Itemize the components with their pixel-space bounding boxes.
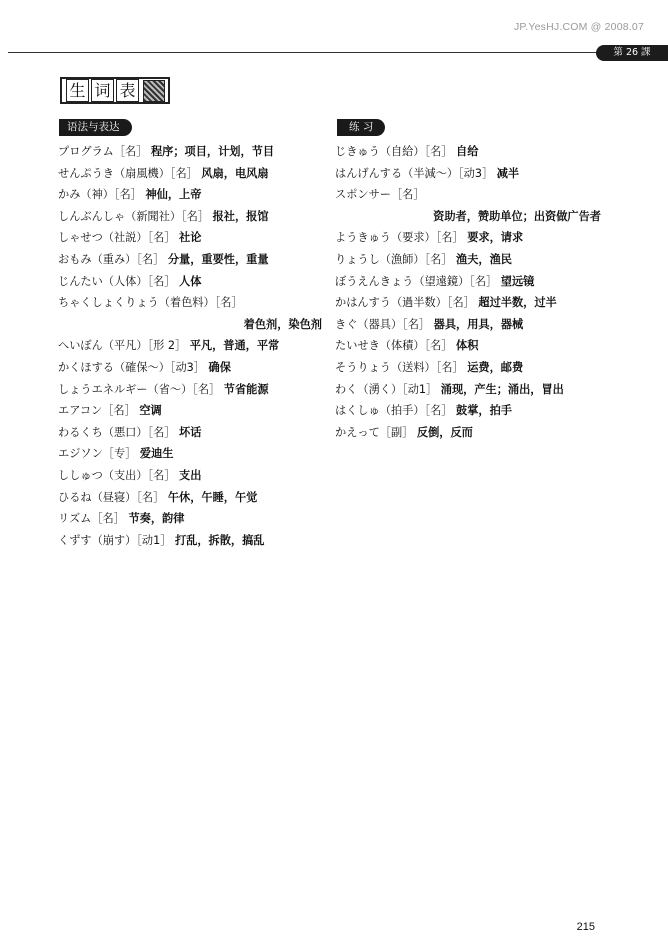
vocabulary-entry [58, 292, 322, 314]
entry-meaning: 神仙，上帝 [145, 188, 202, 202]
decoration-icon [143, 80, 165, 102]
entry-term: くずす（崩す）［动1］ [58, 533, 172, 547]
entry-term: しんぶんしゃ（新聞社）［名］ [58, 209, 210, 223]
entry-term: りょうし（漁師）［名］ [335, 252, 453, 266]
title-char: 生 [66, 79, 89, 102]
lesson-tab: 第 26 課 [596, 45, 668, 61]
vocabulary-entry [335, 422, 601, 444]
title-char: 词 [91, 79, 114, 102]
vocabulary-entry [58, 379, 322, 401]
vocabulary-entry [58, 271, 322, 293]
entry-term: わるくち（悪口）［名］ [58, 425, 176, 439]
vocabulary-entry [335, 163, 601, 185]
entry-meaning: 减半 [496, 166, 520, 180]
entry-term: ひるね（昼寝）［名］ [58, 490, 165, 504]
entry-meaning: 人体 [179, 274, 202, 288]
vocabulary-entry [58, 314, 322, 336]
entry-meaning: 报社，报馆 [212, 209, 269, 223]
entry-meaning: 平凡，普通，平常 [189, 339, 280, 353]
entry-meaning: 坏话 [179, 425, 202, 439]
vocabulary-entry [58, 422, 322, 444]
right-vocabulary-list [335, 141, 601, 443]
entry-term: じきゅう（自給）［名］ [335, 145, 453, 158]
entry-term: わく（湧く）［动1］ [335, 382, 438, 396]
vocabulary-entry [58, 487, 322, 509]
vocabulary-entry [58, 443, 322, 465]
entry-term: たいせき（体積）［名］ [335, 339, 453, 353]
entry-term: きぐ（器具）［名］ [335, 317, 431, 331]
entry-term: そうりょう（送料）［名］ [335, 360, 464, 374]
watermark: JP.YesHJ.COM @ 2008.07 [513, 21, 644, 33]
entry-meaning: 空调 [139, 404, 162, 418]
vocabulary-entry [335, 206, 601, 228]
entry-meaning: 社论 [179, 231, 202, 245]
entry-meaning: 鼓掌，拍手 [456, 404, 512, 418]
section-label-practice: 练 习 [337, 119, 385, 136]
entry-term: ようきゅう（要求）［名］ [335, 231, 464, 245]
entry-meaning: 分量，重要性，重量 [167, 252, 269, 266]
entry-term: じんたい（人体）［名］ [58, 274, 176, 288]
entry-term: せんぷうき（扇風機）［名］ [58, 166, 198, 180]
entry-meaning: 确保 [208, 360, 231, 374]
entry-meaning: 着色剂，染色剂 [243, 317, 322, 331]
vocabulary-entry [335, 400, 601, 422]
entry-term: プログラム［名］ [58, 145, 148, 158]
vocabulary-entry [335, 184, 601, 206]
entry-term: しょうエネルギー（省～）［名］ [58, 382, 221, 396]
vocabulary-entry [58, 335, 322, 357]
vocabulary-entry [58, 141, 322, 163]
entry-term: ししゅつ（支出）［名］ [58, 468, 176, 482]
vocabulary-entry [58, 508, 322, 530]
entry-meaning: 望远镜 [500, 274, 535, 288]
vocabulary-entry [58, 400, 322, 422]
entry-meaning: 资助者，赞助单位；出资做广告者 [433, 209, 601, 223]
entry-term: ちゃくしょくりょう（着色料）［名］ [58, 296, 243, 310]
vocabulary-entry [335, 249, 601, 271]
entry-meaning: 器具，用具，器械 [433, 317, 524, 331]
vocabulary-entry [58, 249, 322, 271]
entry-term: へいぼん（平凡）［形 2］ [58, 339, 187, 353]
entry-meaning: 午休，午睡，午觉 [167, 490, 258, 504]
entry-meaning: 渔夫，渔民 [456, 252, 512, 266]
entry-term: かくほする（確保～）［动3］ [58, 360, 205, 374]
entry-meaning: 反倒，反而 [416, 425, 473, 439]
entry-meaning: 节奏，韵律 [128, 512, 185, 526]
entry-term: かえって［副］ [335, 425, 414, 439]
vocabulary-entry [335, 141, 601, 163]
vocabulary-entry [335, 379, 601, 401]
entry-meaning: 打乱，拆散，搞乱 [174, 533, 265, 547]
entry-term: はくしゅ（拍手）［名］ [335, 404, 453, 418]
entry-term: ぼうえんきょう（望遠鏡）［名］ [335, 274, 498, 288]
entry-term: スポンサー［名］ [335, 188, 425, 202]
vocabulary-entry [58, 184, 322, 206]
vocabulary-entry [58, 357, 322, 379]
entry-meaning: 支出 [179, 468, 202, 482]
entry-meaning: 节省能源 [223, 382, 269, 396]
vocabulary-entry [335, 292, 601, 314]
entry-term: エジソン［专］ [58, 447, 137, 461]
entry-term: しゃせつ（社説）［名］ [58, 231, 176, 245]
entry-meaning: 爱迪生 [139, 447, 174, 461]
entry-meaning: 风扇，电风扇 [201, 166, 269, 180]
entry-meaning: 要求，请求 [467, 231, 524, 245]
entry-term: リズム［名］ [58, 512, 125, 526]
entry-meaning: 体积 [456, 339, 479, 353]
vocabulary-entry [58, 206, 322, 228]
entry-meaning: 自给 [456, 145, 479, 158]
entry-term: エアコン［名］ [58, 404, 136, 418]
vocabulary-entry [58, 465, 322, 487]
page-number: 215 [576, 921, 595, 933]
section-label-grammar: 语法与表达 [59, 119, 132, 136]
vocabulary-entry [58, 530, 322, 552]
entry-meaning: 涌现，产生；涌出，冒出 [440, 382, 564, 396]
entry-term: おもみ（重み）［名］ [58, 252, 165, 266]
entry-term: はんげんする（半減～）［动3］ [335, 166, 494, 180]
left-vocabulary-list [58, 141, 322, 551]
vocabulary-entry [58, 163, 322, 185]
vocabulary-entry [335, 271, 601, 293]
vocabulary-entry [335, 335, 601, 357]
vocabulary-entry [335, 314, 601, 336]
vocabulary-title [60, 77, 170, 104]
entry-meaning: 运费，邮费 [467, 360, 524, 374]
title-char: 表 [116, 79, 139, 102]
header-rule [8, 52, 666, 53]
entry-meaning: 超过半数，过半 [478, 296, 557, 310]
vocabulary-entry [335, 357, 601, 379]
entry-term: かみ（神）［名］ [58, 188, 142, 202]
vocabulary-entry [335, 227, 601, 249]
entry-term: かはんすう（過半数）［名］ [335, 296, 475, 310]
entry-meaning: 程序；项目，计划，节目 [150, 145, 275, 158]
vocabulary-entry [58, 227, 322, 249]
